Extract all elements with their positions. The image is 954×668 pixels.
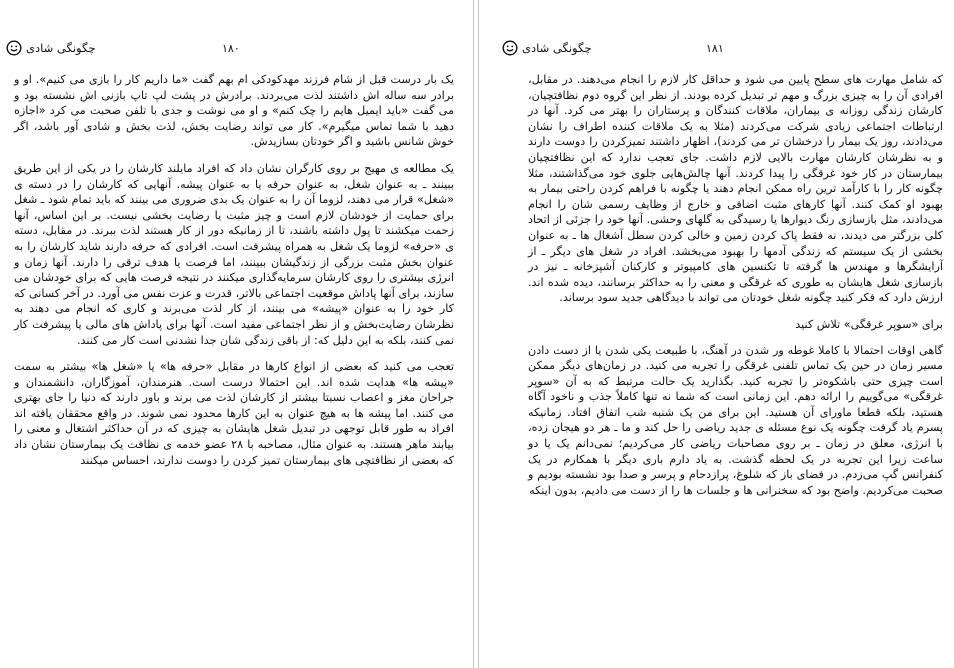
- page-header: [0, 36, 470, 64]
- paragraph: تعجب می کنید که بعضی از انواع کارها در مقابل «حرفه ها» یا «شغل ها» بیشتر به سمت «پیشه ها» هدایت شده اند. این احتمالا درست است. هنرمندان، آموزگاران، دانشمندان و جراحان مغز و اعصاب نسبتا بیشتر از کارشان لذت می برند و باور دارند که دنیا را جای بهتری می کنند. اما پیشه ها به هیچ عنوان به این کارها محدود نمی شوند. در واقع محققان یافته اند افراد به طور قابل توجهی در تبدیل شغل هایشان به چیزی که در آن حداکثر اشتغال و معنی را بیابند ماهر هستند. به عنوان مثال، مصاحبه با ۲۸ عضو خدمه ی نظافت یک بیمارستان نشان داد که بعضی از نظافتچی های بیمارستان تمیز کردن را دوست ندارند، احساس میکنند: [14, 360, 454, 467]
- smiley-face-icon: [502, 40, 518, 56]
- page-divider: [478, 0, 479, 668]
- book-title: چگونگی شادی: [26, 41, 96, 55]
- book-title: چگونگی شادی: [522, 41, 592, 55]
- page-body: [528, 72, 943, 509]
- paragraph: که شامل مهارت های سطح پایین می شود و حداقل کار لازم را انجام می‌دهند. در مقابل، افرادی آن را به چیزی بزرگ و مهم تر تبدیل کرده بودند. از نظر این گروه دوم نظافتچیان، کارشان زندگی روزانه ی بیماران، ملاقات کنندگان و پرستاران را بهتر می کرد. آنها در ارتباطات اجتماعی زیادی شرکت می‌کردند (مثلا به یک ملاقات کننده اطراف را نشان می‌دادند، روز یک بیمار را درخشان تر می کردند)، اظهار داشتند تمیزکردن را دوست دارند و به نظرشان کارشان مهارت بالایی لازم داشت. جای تعجب ندارد که این نظافتچیان بیمارستان در کار خود غرقگی را پیدا کردند. آنها چالش‌هایی جلوی خود می‌گذاشتند، مثلا چگونه کار را با کارآمد ترین راه ممکن انجام دهند یا چگونه با فراهم کردن راحتی بیمار به بهبود او کمک کنند. آنها کارهای مثبت اضافی و خارج از وظایف رسمی شان را انجام می‌دادند، مثل بازسازی رنگ دیوارها یا رسیدگی به گلهای وحشی. آنها خود را جزئی از اتحاد کلی بزرگتر می دیدند، نه فقط پاک کردن زمین و خالی کردن سطل آشغال ها ـ به عنوان بخشی از یک سیستم که زندگی آدمها را بهبود می‌بخشد. افراد در شغل های دیگر ـ از آرایشگرها و مهندس ها گرفته تا تکنسین های کامپیوتر و کارکنان آشپزخانه ـ نیز در بازسازی شغل هایشان به طوری که غرقگی و معنی را به حداکثر برسانند، دیده شده اند. ارزش دارد که فکر کنید چگونه شغل خودتان می تواند با دیدگاهی جدید سود برساند.: [528, 73, 943, 305]
- paragraph: گاهی اوقات احتمالا با کاملا غوطه ور شدن در آهنگ، با طبیعت یکی شدن یا از دست دادن مسیر زمان در حین یک تماس تلفنی غرقگی را تجربه می کنید. در زمان‌های دیگر ممکن است چیزی حتی باشکوه‌تر را تجربه کنید. بگذارید یک حالت مرتبط که به آن «سوپر غرقگی» می‌گوییم را ارائه دهم. این زمانی است که شما نه تنها کاملاً جذب و ناخود آگاه هستید، بلکه قطعا ماورای آن هستید. این برای من یک شنبه شب اتفاق افتاد. زمانیکه پسرم یاد گرفت چگونه یک نوع مسئله ی جدید ریاضی را حل کند و ما ـ هر دو هیجان زده، با انرژی، معلق در زمان ـ بر روی مصاحبات ریاضی کار می‌کردیم؛ نمی‌دانم یک یا دو ساعت زیرا این تجربه در یک لحظه گذشت. به یاد دارم باری دیگر با همکارم در یک کنفرانس گپ می‌زدم. در فضای باز که شلوغ، پرازدحام و پرسر و صدا بود نشسته بودیم و صحبت می‌کردیم. واضح بود که سخنرانی ها و جلسات ها را از دست می دادیم، بدون اینکه: [528, 343, 943, 497]
- page-divider: [473, 0, 474, 668]
- page-number: ۱۸۱: [706, 42, 724, 55]
- page-header: [484, 36, 954, 64]
- paragraph: یک بار درست قبل از شام فرزند مهدکودکی ام بهم گفت «ما داریم کار را بازی می کنیم». او و برادر سه ساله اش داشتند لذت می‌بردند. برادرش در پشت لپ تاپ بازنی اش نشسته بود و می گفت «باید ایمیل هایم را چک کنم» و او می نوشت و جدی با تلفن صحبت می کرد «اجازه دهید با شما تماس میگیرم». کار می تواند رضایت بخش، لذت بخش و شادی آور باشد، اگر خوش شانس باشید و اگر خودتان بسازیدش.: [14, 73, 454, 149]
- book-logo: [6, 40, 95, 56]
- book-logo: [502, 40, 591, 56]
- right-page: [484, 0, 954, 668]
- smiley-face-icon: [6, 40, 22, 56]
- paragraph: یک مطالعه ی مهیج بر روی کارگران نشان داد که افراد مایلند کارشان را در یکی از این طریق ببینند ـ به عنوان شغل، به عنوان حرفه یا به عنوان پیشه. آنهایی که کارشان را در دسته ی «شغل» قرار می دهند، لزوما آن را به عنوان یک بدی ضروری می بینند که باید تمام شود ـ شغل برای حمایت از خودشان لازم است و چیز مثبت یا رضایت بخشی نیست. بر این اساس، آنها زحمت میکشند تا پول داشته باشند، تا از زمانیکه دور از کار هستند لذت ببرند. در مقابل، دسته ی «حرفه» لزوما یک شغل به همراه پیشرفت است. افرادی که حرفه دارند شاید کارشان را به عنوان بخش مثبت بزرگی از زندگیشان ببینند، اما فرصت یا هدف ترقی را دارند. آنها زمان و انرژی بیشتری را روی کارشان سرمایه‌گذاری میکنند در نتیجه فرصت هایی که برای خودشان می سازند، برای آنها پاداش موقعیت اجتماعی بالاتر، قدرت و عزت نفس می آورد. در آخر کسانی که کار خود را به عنوان «پیشه» می بینند، از کار لذت می‌برند و کاری که انجام می دهند به نظرشان رضایت‌بخش و از نظر اجتماعی مفید است. آنها برای پاداش های مالی یا پیشرفت کار نمی کنند، بلکه به این دلیل که: از باقی زندگی شان جدا نشدنی است کار می کنند.: [14, 161, 454, 347]
- left-page: [0, 0, 470, 668]
- section-heading: برای «سوپر غرقگی» تلاش کنید: [795, 317, 943, 331]
- page-body: [14, 72, 454, 479]
- page-number: ۱۸۰: [222, 42, 240, 55]
